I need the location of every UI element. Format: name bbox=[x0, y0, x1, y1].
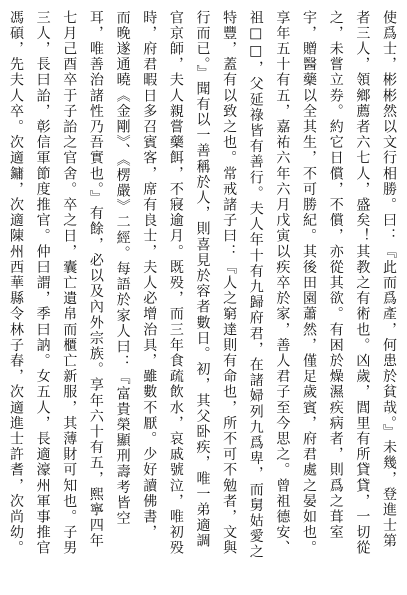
text-column-7: 特豐，蓋有以致之也。常戒諸子曰：『人之窮達則有命也，所不可不勉者，文與 bbox=[221, 10, 238, 556]
text-column-6: 祖□□，父延祿皆有善行。夫人年十有九歸府君，在諸婦列九爲卑，而舅姑愛之 bbox=[247, 10, 264, 560]
text-column-1: 使爲士，彬彬然以文行相勝。曰：『此而爲產，何患於貧哉。』未幾，登進士第 bbox=[380, 10, 397, 549]
text-column-5: 享年五十有五，嘉祐六年六月戊寅以疾卒於家，善人君子至今思之。曾祖德安、 bbox=[274, 10, 291, 556]
text-column-10: 時，府君暇日多召賓客，席有良士，夫人必增治具，雖數不厭。少好讀佛書， bbox=[141, 10, 158, 541]
text-column-2: 者三人，領鄉薦者六七人，盛矣！其教之有術也。凶歲，閭里有所貸貸，一切從 bbox=[354, 10, 371, 556]
text-column-9: 官京師，夫人親嘗藥餌，不寢逾月。既殁，而三年食疏飲水，哀戚號泣，唯初殁 bbox=[167, 10, 184, 556]
text-column-12: 耳，唯善治諸性乃吾實也。』有餘，必以及內外宗族。享年六十有五，熙寧四年 bbox=[87, 10, 104, 549]
text-column-14: 三人，長曰詒，彰信軍節度推官。仲曰謂，季曰訥。女五人，長適濠州軍事推官 bbox=[34, 10, 51, 556]
text-column-3: 之，未嘗立券。約它日償，不償，亦從其欲。有困於燥濕疾病者，則爲之葺室 bbox=[327, 10, 344, 541]
vertical-text-body bbox=[6, 10, 398, 588]
text-column-8: 行而已。』聞有以一善稱於人，則喜見於容者數日。初，其父卧疾，唯一弟適調 bbox=[194, 10, 211, 549]
text-column-11: 而晚遂通曉《金剛》、《楞嚴》二經。每語於家人曰：『富貴榮顯刑壽考皆空 bbox=[114, 10, 131, 527]
text-column-4: 宇，贈醫藥以全其生，不可勝紀。其後田園蕭然，僅足歲賓，府君處之晏如也。 bbox=[301, 10, 318, 556]
text-column-13: 七月己酉卒于子詒之官舍。卒之日，囊亡遺帛而櫃亡新服，其薄財可知也。子男 bbox=[61, 10, 78, 556]
text-column-15: 馮碩，先夫人卒。次適鏞，次適陳州西華縣令林子春，次適進士許耆，次尚幼。 bbox=[8, 10, 24, 556]
